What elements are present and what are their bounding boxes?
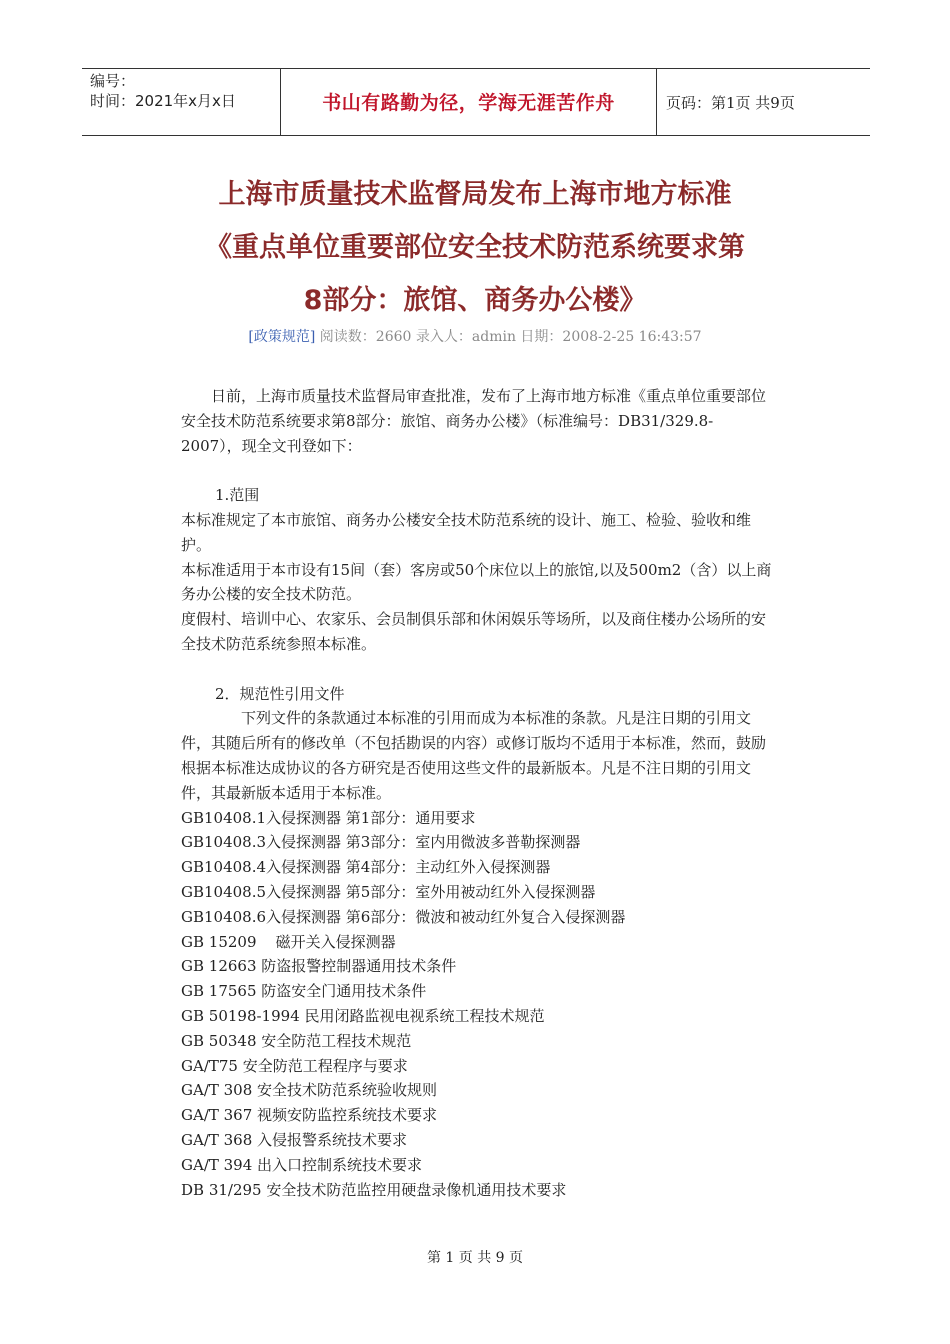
article-meta <box>150 326 800 346</box>
section-heading: 2．规范性引用文件 <box>215 684 345 703</box>
reference-item: GB 17565 防盗安全门通用技术条件 <box>181 982 427 1001</box>
reference-item: GB10408.6入侵探测器 第6部分：微波和被动红外复合入侵探测器 <box>181 907 626 926</box>
reference-item: GB 12663 防盗报警控制器通用技术条件 <box>181 957 457 976</box>
reference-item: GB10408.4入侵探测器 第4部分：主动红外入侵探测器 <box>181 858 551 877</box>
article-info: 阅读数：2660 录入人：admin 日期：2008-2-25 16:43:57 <box>315 329 702 345</box>
article-body <box>181 384 773 1202</box>
reference-item: GB10408.5入侵探测器 第5部分：室外用被动红外入侵探测器 <box>181 882 596 901</box>
reference-item: GB 50348 安全防范工程技术规范 <box>181 1031 412 1050</box>
header-meta-cell <box>82 69 280 135</box>
page-footer: 第 1 页 共 9 页 <box>426 1250 524 1266</box>
reference-item: GA/T 367 视频安防监控系统技术要求 <box>181 1106 438 1125</box>
reference-item: GA/T 308 安全技术防范系统验收规则 <box>181 1081 438 1100</box>
reference-item: DB 31/295 安全技术防范监控用硬盘录像机通用技术要求 <box>181 1180 567 1199</box>
reference-item: GB 15209 磁开关入侵探测器 <box>181 932 396 951</box>
paragraph: 下列文件的条款通过本标准的引用而成为本标准的条款。凡是注日期的引用文件，其随后所有的修改单（不包括勘误的内容）或修订版均不适用于本标准，然而，鼓励根据本标准达成协议的各方研究是否使用这些文件的最新版本。凡是不注日期的引用文件，其最新版本适用于本标准。 <box>181 709 767 802</box>
document-time-label: 时间：2021年x月x日 <box>90 92 236 110</box>
reference-item: GB10408.3入侵探测器 第3部分：室内用微波多普勒探测器 <box>181 833 581 852</box>
reference-item: GA/T 394 出入口控制系统技术要求 <box>181 1155 423 1174</box>
header-page-code: 页码：第1页 共9页 <box>666 94 795 112</box>
reference-list <box>181 806 773 1203</box>
paragraph: 本标准适用于本市设有15间（套）客房或50个床位以上的旅馆,以及500m2（含）以上商务办公楼的安全技术防范。 <box>181 560 772 604</box>
title-line: 《重点单位重要部位安全技术防范系统要求第 <box>205 232 745 263</box>
page-title <box>150 168 800 327</box>
title-line: 上海市质量技术监督局发布上海市地方标准 <box>218 179 732 210</box>
intro-paragraph: 日前，上海市质量技术监督局审查批准，发布了上海市地方标准《重点单位重要部位安全技术防范系统要求第8部分：旅馆、商务办公楼》（标准编号：DB31/329.8-2007），现全文刊登如下： <box>181 387 767 455</box>
title-line: 8部分：旅馆、商务办公楼》 <box>303 285 647 316</box>
section-heading: 1.范围 <box>215 486 260 505</box>
header-motto: 书山有路勤为径，学海无涯苦作舟 <box>322 92 615 114</box>
reference-item: GA/T75 安全防范工程程序与要求 <box>181 1056 408 1075</box>
paragraph: 度假村、培训中心、农家乐、会员制俱乐部和休闲娱乐等场所，以及商住楼办公场所的安全技术防范系统参照本标准。 <box>181 610 767 653</box>
reference-item: GB10408.1入侵探测器 第1部分：通用要求 <box>181 808 476 827</box>
header-divider <box>656 69 657 135</box>
reference-item: GA/T 368 入侵报警系统技术要求 <box>181 1130 408 1149</box>
category-link[interactable]: [政策规范] <box>248 329 316 345</box>
reference-item: GB 50198-1994 民用闭路监视电视系统工程技术规范 <box>181 1006 545 1025</box>
document-header <box>82 68 870 136</box>
document-number-label: 编号： <box>90 72 136 90</box>
paragraph: 本标准规定了本市旅馆、商务办公楼安全技术防范系统的设计、施工、检验、验收和维护。 <box>181 510 752 554</box>
